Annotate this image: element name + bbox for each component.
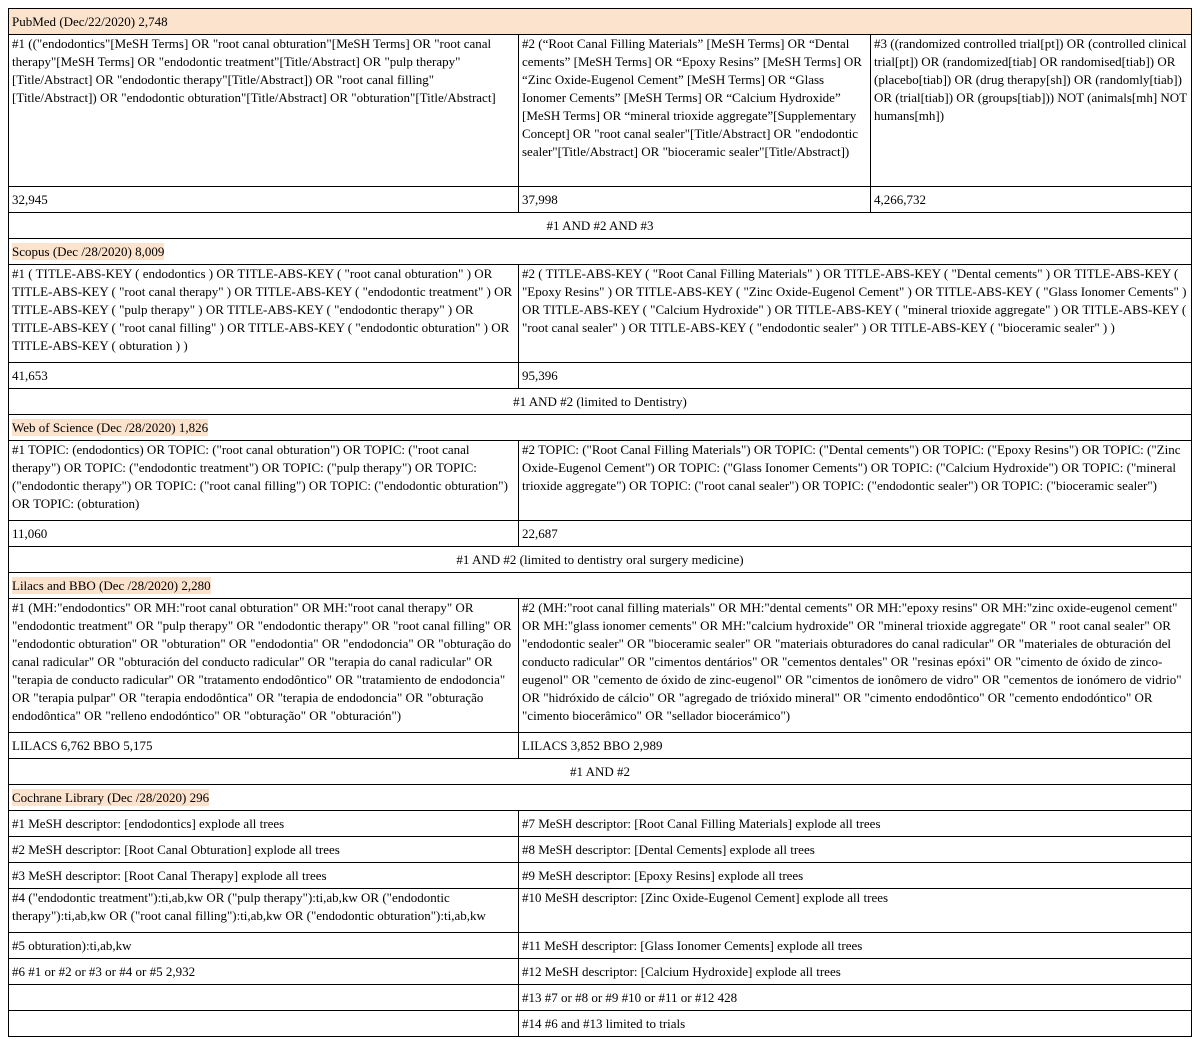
cochrane-row [9, 1011, 1192, 1037]
pubmed-count-2: 37,998 [519, 187, 871, 213]
wos-count-row [9, 521, 1192, 547]
wos-date: (Dec /28/2020) [96, 419, 176, 435]
pubmed-query-row [9, 35, 1192, 187]
cochrane-step-7: #7 MeSH descriptor: [Root Canal Filling Materials] explode all trees [519, 811, 1192, 837]
pubmed-header [9, 9, 1192, 35]
pubmed-combination-row [9, 213, 1192, 239]
pubmed-count-row [9, 187, 1192, 213]
wos-count-2: 22,687 [519, 521, 1192, 547]
wos-combination-row [9, 547, 1192, 573]
cochrane-header [9, 785, 1192, 811]
lilacs-header-row [9, 573, 1192, 599]
cochrane-row [9, 811, 1192, 837]
wos-header [9, 415, 1192, 441]
lilacs-header [9, 573, 1192, 599]
pubmed-query-1: #1 (("endodontics"[MeSH Terms] OR "root canal obturation"[MeSH Terms] OR "root canal therapy"[MeSH Terms] OR "endodontic treatment"[Title/Abstract] OR "pulp therapy"[Title/Abstract] OR "endodontic therapy"[Title/Abstract]) OR "root canal filling"[Title/Abstract]) OR "endodontic obturation"[Title/Abstract] OR "obturation"[Title/Abstract] [9, 35, 519, 187]
cochrane-date: (Dec /28/2020) [107, 789, 187, 805]
wos-query-1: #1 TOPIC: (endodontics) OR TOPIC: ("root canal obturation") OR TOPIC: ("root canal therapy") OR TOPIC: ("endodontic treatment") OR TOPIC: ("pulp therapy") OR TOPIC: ("endodontic therapy") OR TOPIC: ("root canal filling") OR TOPIC: ("endodontic obturation") OR TOPIC: (obturation) [9, 441, 519, 521]
pubmed-query-3: #3 ((randomized controlled trial[pt]) OR (controlled clinical trial[pt]) OR (randomized[tiab] OR randomised[tiab]) OR (placebo[tiab]) OR (drug therapy[sh]) OR (randomly[tiab]) OR (trial[tiab]) OR (groups[tiab])) NOT (animals[mh] NOT humans[mh]) [871, 35, 1192, 187]
scopus-total: 8,009 [131, 243, 165, 259]
cochrane-row [9, 959, 1192, 985]
scopus-query-1: #1 ( TITLE-ABS-KEY ( endodontics ) OR TITLE-ABS-KEY ( "root canal obturation" ) OR TITLE-ABS-KEY ( "root canal therapy" ) OR TITLE-ABS-KEY ( "endodontic treatment" ) OR TITLE-ABS-KEY ( "pulp therapy" ) OR TITLE-ABS-KEY ( "endodontic therapy" ) OR TITLE-ABS-KEY ( "root canal filling" ) OR TITLE-ABS-KEY ( "endodontic obturation" ) OR TITLE-ABS-KEY ( obturation ) ) [9, 265, 519, 363]
pubmed-header-row [9, 9, 1192, 35]
scopus-combination-row [9, 389, 1192, 415]
pubmed-count-1: 32,945 [9, 187, 519, 213]
lilacs-total: 2,280 [178, 577, 211, 593]
cochrane-step-13: #13 #7 or #8 or #9 #10 or #11 or #12 428 [519, 985, 1192, 1011]
cochrane-row [9, 837, 1192, 863]
lilacs-count-row [9, 733, 1192, 759]
cochrane-step-2: #2 MeSH descriptor: [Root Canal Obturation] explode all trees [9, 837, 519, 863]
cochrane-step-4: #4 ("endodontic treatment"):ti,ab,kw OR ("pulp therapy"):ti,ab,kw OR ("endodontic therapy"):ti,ab,kw OR ("root canal filling"):ti,ab,kw OR ("endodontic obturation"):ti,ab,kw [9, 889, 519, 933]
cochrane-row [9, 933, 1192, 959]
wos-count-1: 11,060 [9, 521, 519, 547]
wos-query-row [9, 441, 1192, 521]
cochrane-step-14: #14 #6 and #13 limited to trials [519, 1011, 1192, 1037]
pubmed-query-2: #2 (“Root Canal Filling Materials” [MeSH Terms] OR “Dental cements” [MeSH Terms] OR “Epoxy Resins” [MeSH Terms] OR “Zinc Oxide-Eugenol Cement” [MeSH Terms] OR “Glass Ionomer Cements” [MeSH Terms] OR “Calcium Hydroxide” [MeSH Terms] OR “mineral trioxide aggregate”[Supplementary Concept] OR "root canal sealer"[Title/Abstract] OR "endodontic sealer"[Title/Abstract] OR "bioceramic sealer"[Title/Abstract]) [519, 35, 871, 187]
scopus-header-row [9, 239, 1192, 265]
cochrane-row [9, 863, 1192, 889]
cochrane-header-row [9, 785, 1192, 811]
pubmed-db-name: PubMed [12, 13, 60, 29]
scopus-combination: #1 AND #2 (limited to Dentistry) [9, 389, 1192, 415]
search-strategy-table [8, 8, 1192, 1037]
scopus-date: (Dec /28/2020) [52, 243, 132, 259]
scopus-query-row [9, 265, 1192, 363]
cochrane-step-1: #1 MeSH descriptor: [endodontics] explode all trees [9, 811, 519, 837]
lilacs-query-1: #1 (MH:"endodontics" OR MH:"root canal obturation" OR MH:"root canal therapy" OR "endodontic treatment" OR "pulp therapy" OR "endodontic therapy" OR "root canal filling" OR "endodontic obturation" OR "obturation" OR "endodontia" OR "endodoncia" OR "obturação do canal radicular" OR "obturación del conducto radicular" OR "terapia do canal radicular" OR "terapia de conducto radicular" OR "tratamento endodôntico" OR "tratamiento de endodoncia" OR "terapia pulpar" OR "terapia endodôntica" OR "terapia de endodoncia" OR "obturação endodôntica" OR "relleno endodóntico" OR "obturação" OR "obturación") [9, 599, 519, 733]
scopus-db-name: Scopus [12, 243, 53, 259]
scopus-query-2: #2 ( TITLE-ABS-KEY ( "Root Canal Filling Materials" ) OR TITLE-ABS-KEY ( "Dental cements" ) OR TITLE-ABS-KEY ( "Epoxy Resins" ) OR TITLE-ABS-KEY ( "Zinc Oxide-Eugenol Cement" ) OR TITLE-ABS-KEY ( "Glass Ionomer Cements" ) OR TITLE-ABS-KEY ( "Calcium Hydroxide" ) OR TITLE-ABS-KEY ( "mineral trioxide aggregate" ) OR TITLE-ABS-KEY ( "root canal sealer" ) OR TITLE-ABS-KEY ( "endodontic sealer" ) OR TITLE-ABS-KEY ( "bioceramic sealer" ) ) [519, 265, 1192, 363]
cochrane-step-8: #8 MeSH descriptor: [Dental Cements] explode all trees [519, 837, 1192, 863]
wos-header-row [9, 415, 1192, 441]
lilacs-date: (Dec /28/2020) [99, 577, 179, 593]
lilacs-query-2: #2 (MH:"root canal filling materials" OR MH:"dental cements" OR MH:"epoxy resins" OR MH:"zinc oxide-eugenol cement" OR MH:"glass ionomer cements" OR MH:"calcium hydroxide" OR "mineral trioxide aggregate" OR " root canal sealer" OR "endodontic sealer" OR "bioceramic sealer" OR "materiais obturadores do canal radicular" OR "materiales de obturación del conducto radicular" OR "cimentos dentários" OR "cementos dentales" OR "resinas epóxi" OR "cimento de óxido de zinco-eugenol" OR "cemento de óxido de zinc-eugenol" OR "cimentos de ionômero de vidro" OR "cementos de ionómero de vidrio" OR "hidróxido de cálcio" OR "agregado de trióxido mineral" OR "cimento endodôntico" OR "cemento endodóntico" OR "cimento biocerâmico" OR "sellador biocerámico") [519, 599, 1192, 733]
cochrane-step-12: #12 MeSH descriptor: [Calcium Hydroxide] explode all trees [519, 959, 1192, 985]
cochrane-row [9, 889, 1192, 933]
cochrane-empty-cell [9, 1011, 519, 1037]
cochrane-empty-cell [9, 985, 519, 1011]
scopus-count-1: 41,653 [9, 363, 519, 389]
cochrane-total: 296 [186, 789, 210, 805]
wos-db-name: Web of Science [12, 419, 97, 435]
lilacs-db-name: Lilacs and BBO [12, 577, 100, 593]
scopus-count-2: 95,396 [519, 363, 1192, 389]
pubmed-count-3: 4,266,732 [871, 187, 1192, 213]
scopus-count-row [9, 363, 1192, 389]
wos-combination: #1 AND #2 (limited to dentistry oral surgery medicine) [9, 547, 1192, 573]
pubmed-combination: #1 AND #2 AND #3 [9, 213, 1192, 239]
cochrane-row [9, 985, 1192, 1011]
scopus-header [9, 239, 1192, 265]
lilacs-combination: #1 AND #2 [9, 759, 1192, 785]
lilacs-query-row [9, 599, 1192, 733]
cochrane-step-5: #5 obturation):ti,ab,kw [9, 933, 519, 959]
cochrane-step-10: #10 MeSH descriptor: [Zinc Oxide-Eugenol Cement] explode all trees [519, 889, 1192, 933]
cochrane-db-name: Cochrane Library [12, 789, 108, 805]
wos-query-2: #2 TOPIC: ("Root Canal Filling Materials") OR TOPIC: ("Dental cements") OR TOPIC: ("Epoxy Resins") OR TOPIC: ("Zinc Oxide-Eugenol Cement") OR TOPIC: ("Glass Ionomer Cements") OR TOPIC: ("Calcium Hydroxide") OR TOPIC: ("mineral trioxide aggregate") OR TOPIC: ("root canal sealer") OR TOPIC: ("endodontic sealer") OR TOPIC: ("bioceramic sealer") [519, 441, 1192, 521]
pubmed-date: (Dec/22/2020) [59, 13, 136, 29]
cochrane-step-6: #6 #1 or #2 or #3 or #4 or #5 2,932 [9, 959, 519, 985]
cochrane-step-9: #9 MeSH descriptor: [Epoxy Resins] explode all trees [519, 863, 1192, 889]
lilacs-combination-row [9, 759, 1192, 785]
wos-total: 1,826 [175, 419, 209, 435]
cochrane-step-3: #3 MeSH descriptor: [Root Canal Therapy] explode all trees [9, 863, 519, 889]
cochrane-step-11: #11 MeSH descriptor: [Glass Ionomer Cements] explode all trees [519, 933, 1192, 959]
pubmed-total: 2,748 [135, 13, 168, 29]
lilacs-count-1: LILACS 6,762 BBO 5,175 [9, 733, 519, 759]
lilacs-count-2: LILACS 3,852 BBO 2,989 [519, 733, 1192, 759]
